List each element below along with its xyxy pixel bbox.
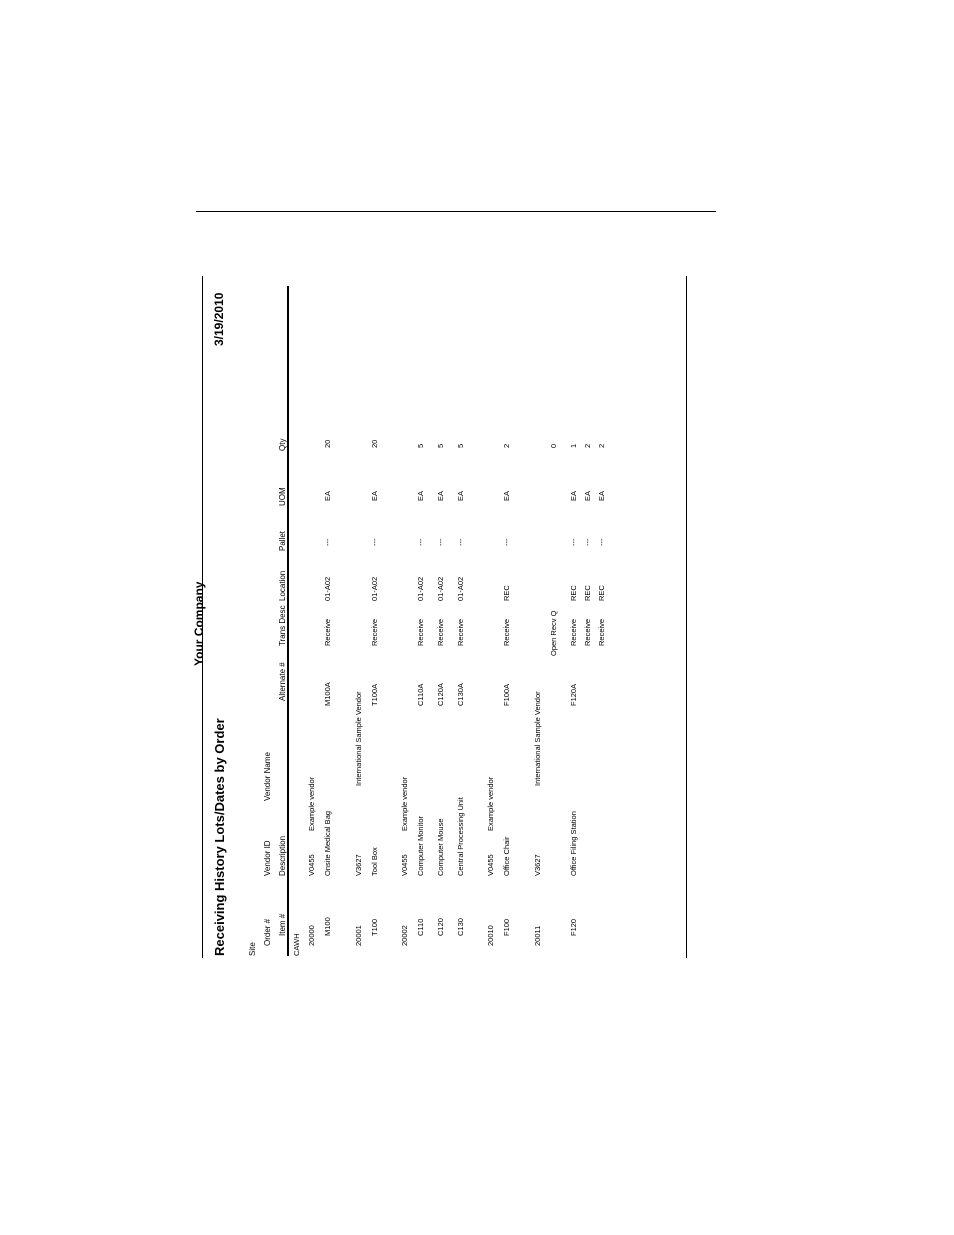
qty: 1 [569, 443, 578, 448]
trans-desc: Receive [370, 618, 379, 646]
item-number: T100 [370, 918, 379, 936]
alternate-number: C120A [436, 683, 445, 706]
vendor-id: V0455 [307, 854, 316, 876]
pallet: --- [436, 538, 445, 546]
qty: 5 [436, 443, 445, 448]
trans-desc: Receive [597, 618, 606, 646]
uom: EA [416, 490, 425, 501]
item-description: Central Processing Unit [456, 797, 465, 876]
location: REC [597, 585, 606, 601]
uom: EA [502, 490, 511, 501]
qty: 5 [416, 443, 425, 448]
trans-desc: Receive [323, 618, 332, 646]
company-name: Your Company [192, 581, 206, 666]
page-right-line [686, 276, 687, 958]
location: REC [502, 585, 511, 601]
trans-desc: Receive [436, 618, 445, 646]
trans-desc: Receive [456, 618, 465, 646]
alternate-number: C130A [456, 683, 465, 706]
location: 01-A02 [416, 576, 425, 601]
header-qty: Qty [278, 438, 287, 451]
uom: EA [323, 490, 332, 501]
qty: 2 [502, 443, 511, 448]
item-number: F120 [569, 918, 578, 936]
order-number: 20010 [486, 925, 495, 946]
location: REC [583, 585, 592, 601]
report-title: Receiving History Lots/Dates by Order [212, 718, 227, 956]
order-number: 20011 [533, 925, 542, 946]
alternate-number: M100A [323, 682, 332, 706]
uom: EA [436, 490, 445, 501]
item-number: F100 [502, 918, 511, 936]
alternate-number: F120A [569, 683, 578, 706]
alternate-number: T100A [370, 683, 379, 706]
item-description: Office Chair [502, 836, 511, 876]
header-vendor-id: Vendor ID [263, 840, 272, 876]
header-location: Location [278, 570, 287, 601]
vendor-id: V0455 [400, 854, 409, 876]
header-separator [287, 286, 289, 956]
location: 01-A02 [323, 576, 332, 601]
header-vendor-name: Vendor Name [263, 752, 272, 801]
vendor-id: V3627 [533, 854, 542, 876]
qty: 20 [370, 439, 379, 448]
alternate-number: F100A [502, 683, 511, 706]
report-sheet [192, 276, 686, 956]
uom: EA [456, 490, 465, 501]
item-number: M100 [323, 917, 332, 936]
uom: EA [597, 490, 606, 501]
pallet: --- [323, 538, 332, 546]
qty: 2 [597, 443, 606, 448]
order-number: 20001 [354, 925, 363, 946]
vendor-name: Example vendor [486, 776, 495, 831]
header-pallet: Pallet [278, 530, 287, 551]
qty: 2 [583, 443, 592, 448]
pallet: --- [502, 538, 511, 546]
vendor-name: Example vendor [307, 776, 316, 831]
qty: 0 [549, 443, 558, 448]
pallet: --- [583, 538, 592, 546]
vendor-id: V3627 [354, 854, 363, 876]
vendor-name: International Sample Vendor [354, 691, 363, 786]
trans-desc: Receive [416, 618, 425, 646]
alternate-number: C110A [416, 683, 425, 706]
location: 01-A02 [456, 576, 465, 601]
item-description: Onsite Medical Bag [323, 810, 332, 876]
location: 01-A02 [370, 576, 379, 601]
header-trans-desc: Trans Desc [278, 605, 287, 646]
uom: EA [583, 490, 592, 501]
item-description: Computer Monitor [416, 815, 425, 876]
location: REC [569, 585, 578, 601]
vendor-name: Example vendor [400, 776, 409, 831]
header-item: Item # [278, 913, 287, 936]
order-number: 20000 [307, 925, 316, 946]
header-description: Description [278, 835, 287, 876]
pallet: --- [416, 538, 425, 546]
pallet: --- [370, 538, 379, 546]
site-code: CAWH [292, 933, 301, 956]
header-order: Order # [263, 918, 272, 946]
report-date: 3/19/2010 [212, 292, 226, 346]
pallet: --- [569, 538, 578, 546]
uom: EA [569, 490, 578, 501]
vendor-id: V0455 [486, 854, 495, 876]
item-description: Office Filing Station [569, 811, 578, 876]
item-description: Tool Box [370, 847, 379, 876]
header-site: Site [248, 942, 257, 956]
top-rule [196, 211, 716, 212]
trans-desc: Receive [583, 618, 592, 646]
qty: 20 [323, 439, 332, 448]
order-number: 20002 [400, 925, 409, 946]
item-number: C120 [436, 918, 445, 936]
vendor-name: International Sample Vendor [533, 691, 542, 786]
pallet: --- [456, 538, 465, 546]
trans-desc: Open Recv Q [549, 610, 558, 656]
uom: EA [370, 490, 379, 501]
header-alternate: Alternate # [278, 662, 287, 701]
item-description: Computer Mouse [436, 818, 445, 876]
trans-desc: Receive [502, 618, 511, 646]
item-number: C110 [416, 918, 425, 936]
pallet: --- [597, 538, 606, 546]
location: 01-A02 [436, 576, 445, 601]
header-uom: UOM [278, 487, 287, 506]
qty: 5 [456, 443, 465, 448]
trans-desc: Receive [569, 618, 578, 646]
item-number: C130 [456, 918, 465, 936]
